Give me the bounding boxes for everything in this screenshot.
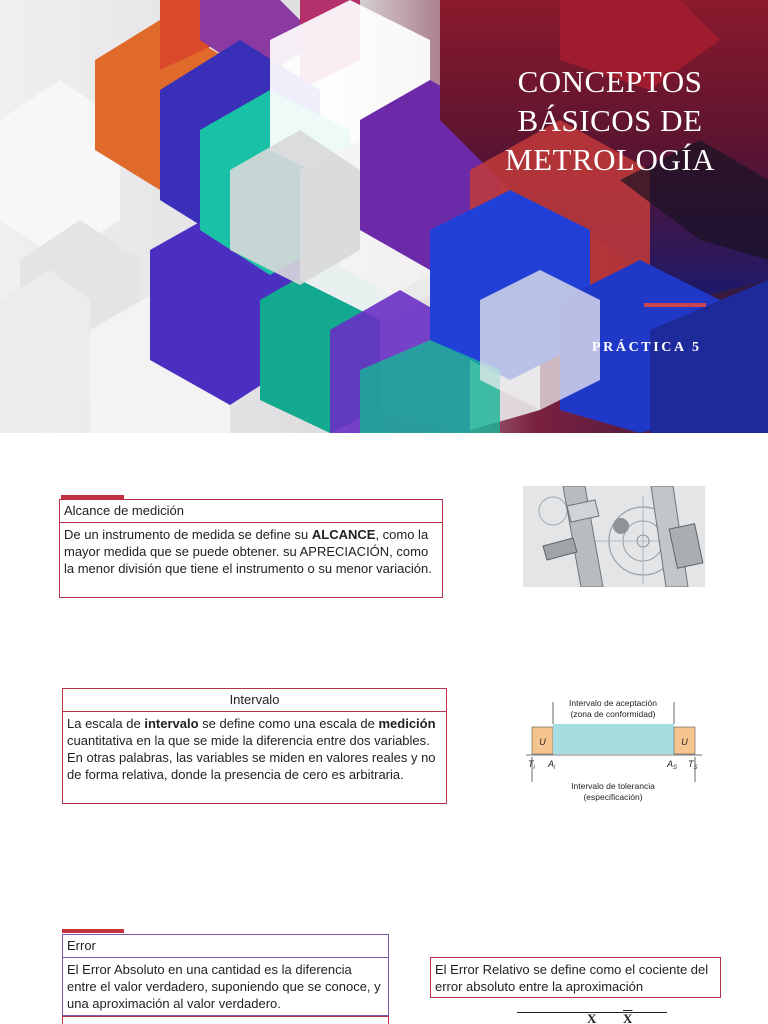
error-relativo-box <box>430 957 721 998</box>
cover-title-line-3: METROLOGÍA <box>505 142 715 177</box>
alcance-body <box>60 523 442 581</box>
tolerance-diagram <box>522 694 710 808</box>
intervalo-bold-2: medición <box>378 716 436 731</box>
tolerance-diagram-svg <box>522 694 710 808</box>
intervalo-text-1: La escala de <box>67 716 145 731</box>
alcance-title: Alcance de medición <box>60 500 442 523</box>
alcance-box <box>59 499 443 598</box>
formula-x-left: X <box>587 1011 597 1024</box>
intervalo-body <box>63 712 446 787</box>
ts-label: $T_S$ <box>688 759 698 771</box>
intervalo-box <box>62 688 447 804</box>
intervalo-text-2: se define como una escala de <box>198 716 379 731</box>
error-title: Error <box>63 935 388 958</box>
alcance-text-2: , como la mayor medida que se puede obtener. su APRECIACIÓN, como la menor división que tiene el instrumento o su menor variación. <box>64 527 432 576</box>
relative-error-formula <box>517 1012 667 1024</box>
cover-title-line-1: CONCEPTOS <box>517 64 703 99</box>
ti-label: $T_i$ <box>528 759 535 771</box>
error-relativo-body: El Error Relativo se define como el cociente del error absoluto entre la aproximación <box>435 962 709 994</box>
u-right-label: U <box>681 737 688 747</box>
acceptance-label-1: Intervalo de aceptación <box>569 698 657 708</box>
tolerance-label-2: (especificación) <box>583 792 643 802</box>
formula-x-right: $\overline{X}$ <box>623 1011 633 1024</box>
error-next-box <box>62 1016 389 1024</box>
alcance-bold-1: ALCANCE <box>311 527 376 542</box>
calipers-illustration <box>523 486 705 587</box>
acceptance-label-2: (zona de conformidad) <box>570 709 656 719</box>
cover-accent-rule <box>644 303 706 307</box>
cover-title <box>480 62 740 179</box>
cover-banner <box>0 0 768 433</box>
error-box <box>62 934 389 1016</box>
tolerance-label-1: Intervalo de tolerancia <box>571 781 655 791</box>
error-accent-tab <box>62 929 124 933</box>
intervalo-bold-1: intervalo <box>144 716 199 731</box>
intervalo-title: Intervalo <box>63 689 446 712</box>
intervalo-text-3: cuantitativa en la que se mide la diferencia entre dos variables. En otras palabras, las variables se miden en valores reales y no de forma relativa, donde la presencia de cero es arbitraria. <box>67 733 436 782</box>
calipers-photo <box>523 486 705 587</box>
as-label: $A_S$ <box>667 759 678 771</box>
error-body: El Error Absoluto en una cantidad es la diferencia entre el valor verdadero, suponiendo que se conoce, y una aproximación al valor verdadero. <box>67 962 381 1011</box>
cover-title-line-2: BÁSICOS DE <box>517 103 703 138</box>
u-left-label: U <box>539 737 546 747</box>
ai-label: $A_i$ <box>548 759 556 771</box>
alcance-text-1: De un instrumento de medida se define su <box>64 527 312 542</box>
cover-subtitle: PRÁCTICA 5 <box>592 340 702 355</box>
acceptance-zone <box>553 724 674 754</box>
